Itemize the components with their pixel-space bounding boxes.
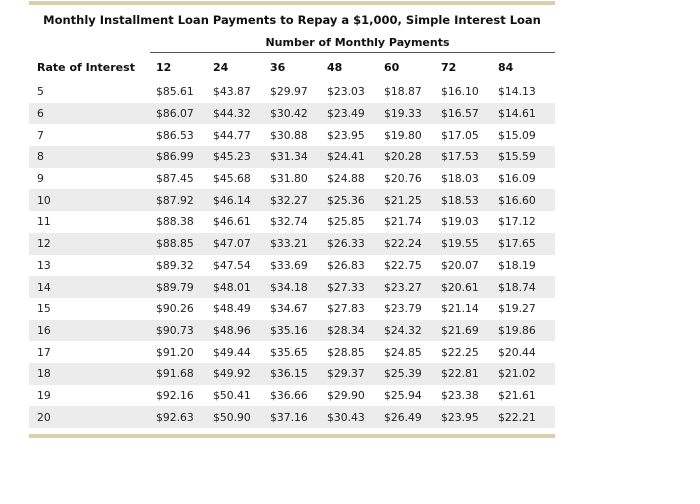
- payment-cell: $23.03: [327, 85, 365, 99]
- payment-cell: $91.68: [156, 363, 213, 385]
- payment-cell: $16.60: [498, 189, 555, 211]
- payment-cell: $45.23: [213, 146, 270, 168]
- header-row: [29, 53, 555, 81]
- payment-cell: $14.13: [498, 85, 536, 99]
- payment-cell: $33.69: [270, 258, 308, 272]
- payment-cell: $45.68: [213, 172, 251, 186]
- payment-cell: $20.61: [441, 276, 498, 298]
- payment-cell: $89.79: [156, 276, 213, 298]
- payment-cell: $49.92: [213, 363, 270, 385]
- payment-cell: $92.16: [156, 388, 194, 402]
- payment-cell: $87.45: [156, 172, 194, 186]
- table-row: [29, 276, 555, 298]
- table-row: [29, 406, 555, 428]
- loan-payment-table-container: [29, 0, 555, 438]
- payment-cell: $19.03: [441, 215, 479, 229]
- bottom-rule: [29, 434, 555, 438]
- payment-cell: $89.32: [156, 258, 194, 272]
- payment-cell: $20.07: [441, 258, 479, 272]
- rate-cell: 10: [29, 189, 156, 211]
- payment-cell: $50.90: [213, 406, 270, 428]
- payment-cell: $19.27: [498, 302, 536, 316]
- header-months-48: 48: [327, 60, 343, 74]
- payment-cell: $34.18: [270, 276, 327, 298]
- rate-cell: 18: [29, 363, 156, 385]
- payment-cell: $24.41: [327, 146, 384, 168]
- rate-cell: 20: [29, 406, 156, 428]
- payment-cell: $26.33: [327, 233, 384, 255]
- payment-cell: $36.66: [270, 388, 308, 402]
- rate-cell: 6: [29, 103, 156, 125]
- payment-cell: $35.65: [270, 345, 308, 359]
- payment-cell: $32.27: [270, 189, 327, 211]
- payment-cell: $50.41: [213, 388, 251, 402]
- payment-cell: $25.39: [384, 363, 441, 385]
- payment-cell: $17.12: [498, 215, 536, 229]
- header-months-84: 84: [498, 60, 514, 74]
- payment-cell: $47.07: [213, 233, 270, 255]
- rate-cell: 17: [37, 345, 51, 359]
- header-months-24: 24: [213, 60, 229, 74]
- header-months-72: 72: [441, 60, 457, 74]
- payment-cell: $22.24: [384, 233, 441, 255]
- table-row: [29, 255, 555, 277]
- payment-cell: $22.81: [441, 363, 498, 385]
- payment-cell: $23.27: [384, 276, 441, 298]
- payment-cell: $16.09: [498, 172, 536, 186]
- payment-cell: $29.97: [270, 85, 308, 99]
- rate-cell: 8: [29, 146, 156, 168]
- table-row: [29, 320, 555, 342]
- table-row: [29, 124, 555, 146]
- payment-cell: $30.88: [270, 128, 308, 142]
- table-body: [29, 81, 555, 428]
- rate-cell: 16: [29, 320, 156, 342]
- payment-cell: $21.61: [498, 388, 536, 402]
- payment-cell: $15.09: [498, 128, 536, 142]
- table-row: [29, 146, 555, 168]
- payment-cell: $90.73: [156, 320, 213, 342]
- payment-cell: $19.80: [384, 128, 422, 142]
- payment-cell: $21.14: [441, 302, 479, 316]
- table-row: [29, 81, 555, 103]
- payment-cell: $31.34: [270, 146, 327, 168]
- payment-cell: $16.57: [441, 103, 498, 125]
- payments-table: [29, 53, 555, 428]
- payment-cell: $23.49: [327, 103, 384, 125]
- rate-cell: 12: [29, 233, 156, 255]
- payment-cell: $20.76: [384, 172, 422, 186]
- payment-cell: $23.79: [384, 302, 422, 316]
- table-row: [29, 341, 555, 363]
- payment-cell: $27.33: [327, 276, 384, 298]
- payment-cell: $26.49: [384, 406, 441, 428]
- payment-cell: $44.77: [213, 128, 251, 142]
- payment-cell: $22.75: [384, 258, 422, 272]
- payment-cell: $18.53: [441, 189, 498, 211]
- payment-cell: $46.61: [213, 215, 251, 229]
- payment-cell: $30.43: [327, 406, 384, 428]
- payment-cell: $85.61: [156, 85, 194, 99]
- payment-cell: $31.80: [270, 172, 308, 186]
- payment-cell: $17.53: [441, 146, 498, 168]
- payment-cell: $47.54: [213, 258, 251, 272]
- payment-cell: $86.53: [156, 128, 194, 142]
- payment-cell: $29.90: [327, 388, 365, 402]
- payment-cell: $49.44: [213, 345, 251, 359]
- table-row: [29, 103, 555, 125]
- payment-cell: $18.19: [498, 258, 536, 272]
- payment-cell: $44.32: [213, 103, 270, 125]
- payment-cell: $36.15: [270, 363, 327, 385]
- payment-cell: $32.74: [270, 215, 308, 229]
- payment-cell: $26.83: [327, 258, 365, 272]
- payment-cell: $16.10: [441, 85, 479, 99]
- payment-cell: $25.85: [327, 215, 365, 229]
- payment-cell: $37.16: [270, 406, 327, 428]
- payment-cell: $23.38: [441, 388, 479, 402]
- payment-cell: $19.55: [441, 233, 498, 255]
- rate-cell: 14: [29, 276, 156, 298]
- payment-cell: $35.16: [270, 320, 327, 342]
- header-rate-of-interest: Rate of Interest: [37, 60, 135, 74]
- table-title: Monthly Installment Loan Payments to Repay a $1,000, Simple Interest Loan: [43, 13, 541, 27]
- payment-cell: $21.25: [384, 189, 441, 211]
- payment-cell: $86.99: [156, 146, 213, 168]
- payment-cell: $27.83: [327, 302, 365, 316]
- payment-cell: $18.03: [441, 172, 479, 186]
- payment-cell: $28.85: [327, 345, 365, 359]
- table-row: [29, 211, 555, 233]
- table-row: [29, 385, 555, 407]
- payment-cell: $21.02: [498, 363, 555, 385]
- table-row: [29, 298, 555, 320]
- rate-cell: 5: [37, 85, 44, 99]
- payment-cell: $23.95: [327, 128, 365, 142]
- column-group-label: Number of Monthly Payments: [265, 36, 450, 49]
- payment-cell: $14.61: [498, 103, 555, 125]
- rate-cell: 7: [37, 128, 44, 142]
- payment-cell: $28.34: [327, 320, 384, 342]
- rate-cell: 13: [37, 258, 51, 272]
- header-months-36: 36: [270, 60, 286, 74]
- payment-cell: $18.74: [498, 276, 555, 298]
- payment-cell: $34.67: [270, 302, 308, 316]
- header-months-60: 60: [384, 60, 400, 74]
- payment-cell: $29.37: [327, 363, 384, 385]
- payment-cell: $22.25: [441, 345, 479, 359]
- payment-cell: $21.74: [384, 215, 422, 229]
- payment-cell: $17.05: [441, 128, 479, 142]
- payment-cell: $23.95: [441, 406, 498, 428]
- table-row: [29, 363, 555, 385]
- payment-cell: $18.87: [384, 85, 422, 99]
- payment-cell: $19.86: [498, 320, 555, 342]
- payment-cell: $43.87: [213, 85, 251, 99]
- payment-cell: $20.44: [498, 345, 536, 359]
- payment-cell: $21.69: [441, 320, 498, 342]
- payment-cell: $87.92: [156, 189, 213, 211]
- payment-cell: $20.28: [384, 146, 441, 168]
- payment-cell: $24.88: [327, 172, 365, 186]
- table-row: [29, 189, 555, 211]
- payment-cell: $48.49: [213, 302, 251, 316]
- column-group-header: [29, 33, 555, 53]
- rate-cell: 15: [37, 302, 51, 316]
- table-row: [29, 233, 555, 255]
- payment-cell: $48.96: [213, 320, 270, 342]
- column-group-underline: [150, 52, 555, 53]
- payment-cell: $86.07: [156, 103, 213, 125]
- rate-cell: 9: [37, 172, 44, 186]
- payment-cell: $22.21: [498, 406, 555, 428]
- rate-cell: 19: [37, 388, 51, 402]
- payment-cell: $90.26: [156, 302, 194, 316]
- payment-cell: $24.32: [384, 320, 441, 342]
- payment-cell: $17.65: [498, 233, 555, 255]
- payment-cell: $25.36: [327, 189, 384, 211]
- payment-cell: $92.63: [156, 406, 213, 428]
- header-months-12: 12: [156, 60, 172, 74]
- table-row: [29, 168, 555, 190]
- payment-cell: $88.85: [156, 233, 213, 255]
- payment-cell: $19.33: [384, 103, 441, 125]
- payment-cell: $91.20: [156, 345, 194, 359]
- payment-cell: $15.59: [498, 146, 555, 168]
- payment-cell: $46.14: [213, 189, 270, 211]
- payment-cell: $33.21: [270, 233, 327, 255]
- payment-cell: $24.85: [384, 345, 422, 359]
- payment-cell: $48.01: [213, 276, 270, 298]
- rate-cell: 11: [37, 215, 51, 229]
- payment-cell: $88.38: [156, 215, 194, 229]
- payment-cell: $30.42: [270, 103, 327, 125]
- payment-cell: $25.94: [384, 388, 422, 402]
